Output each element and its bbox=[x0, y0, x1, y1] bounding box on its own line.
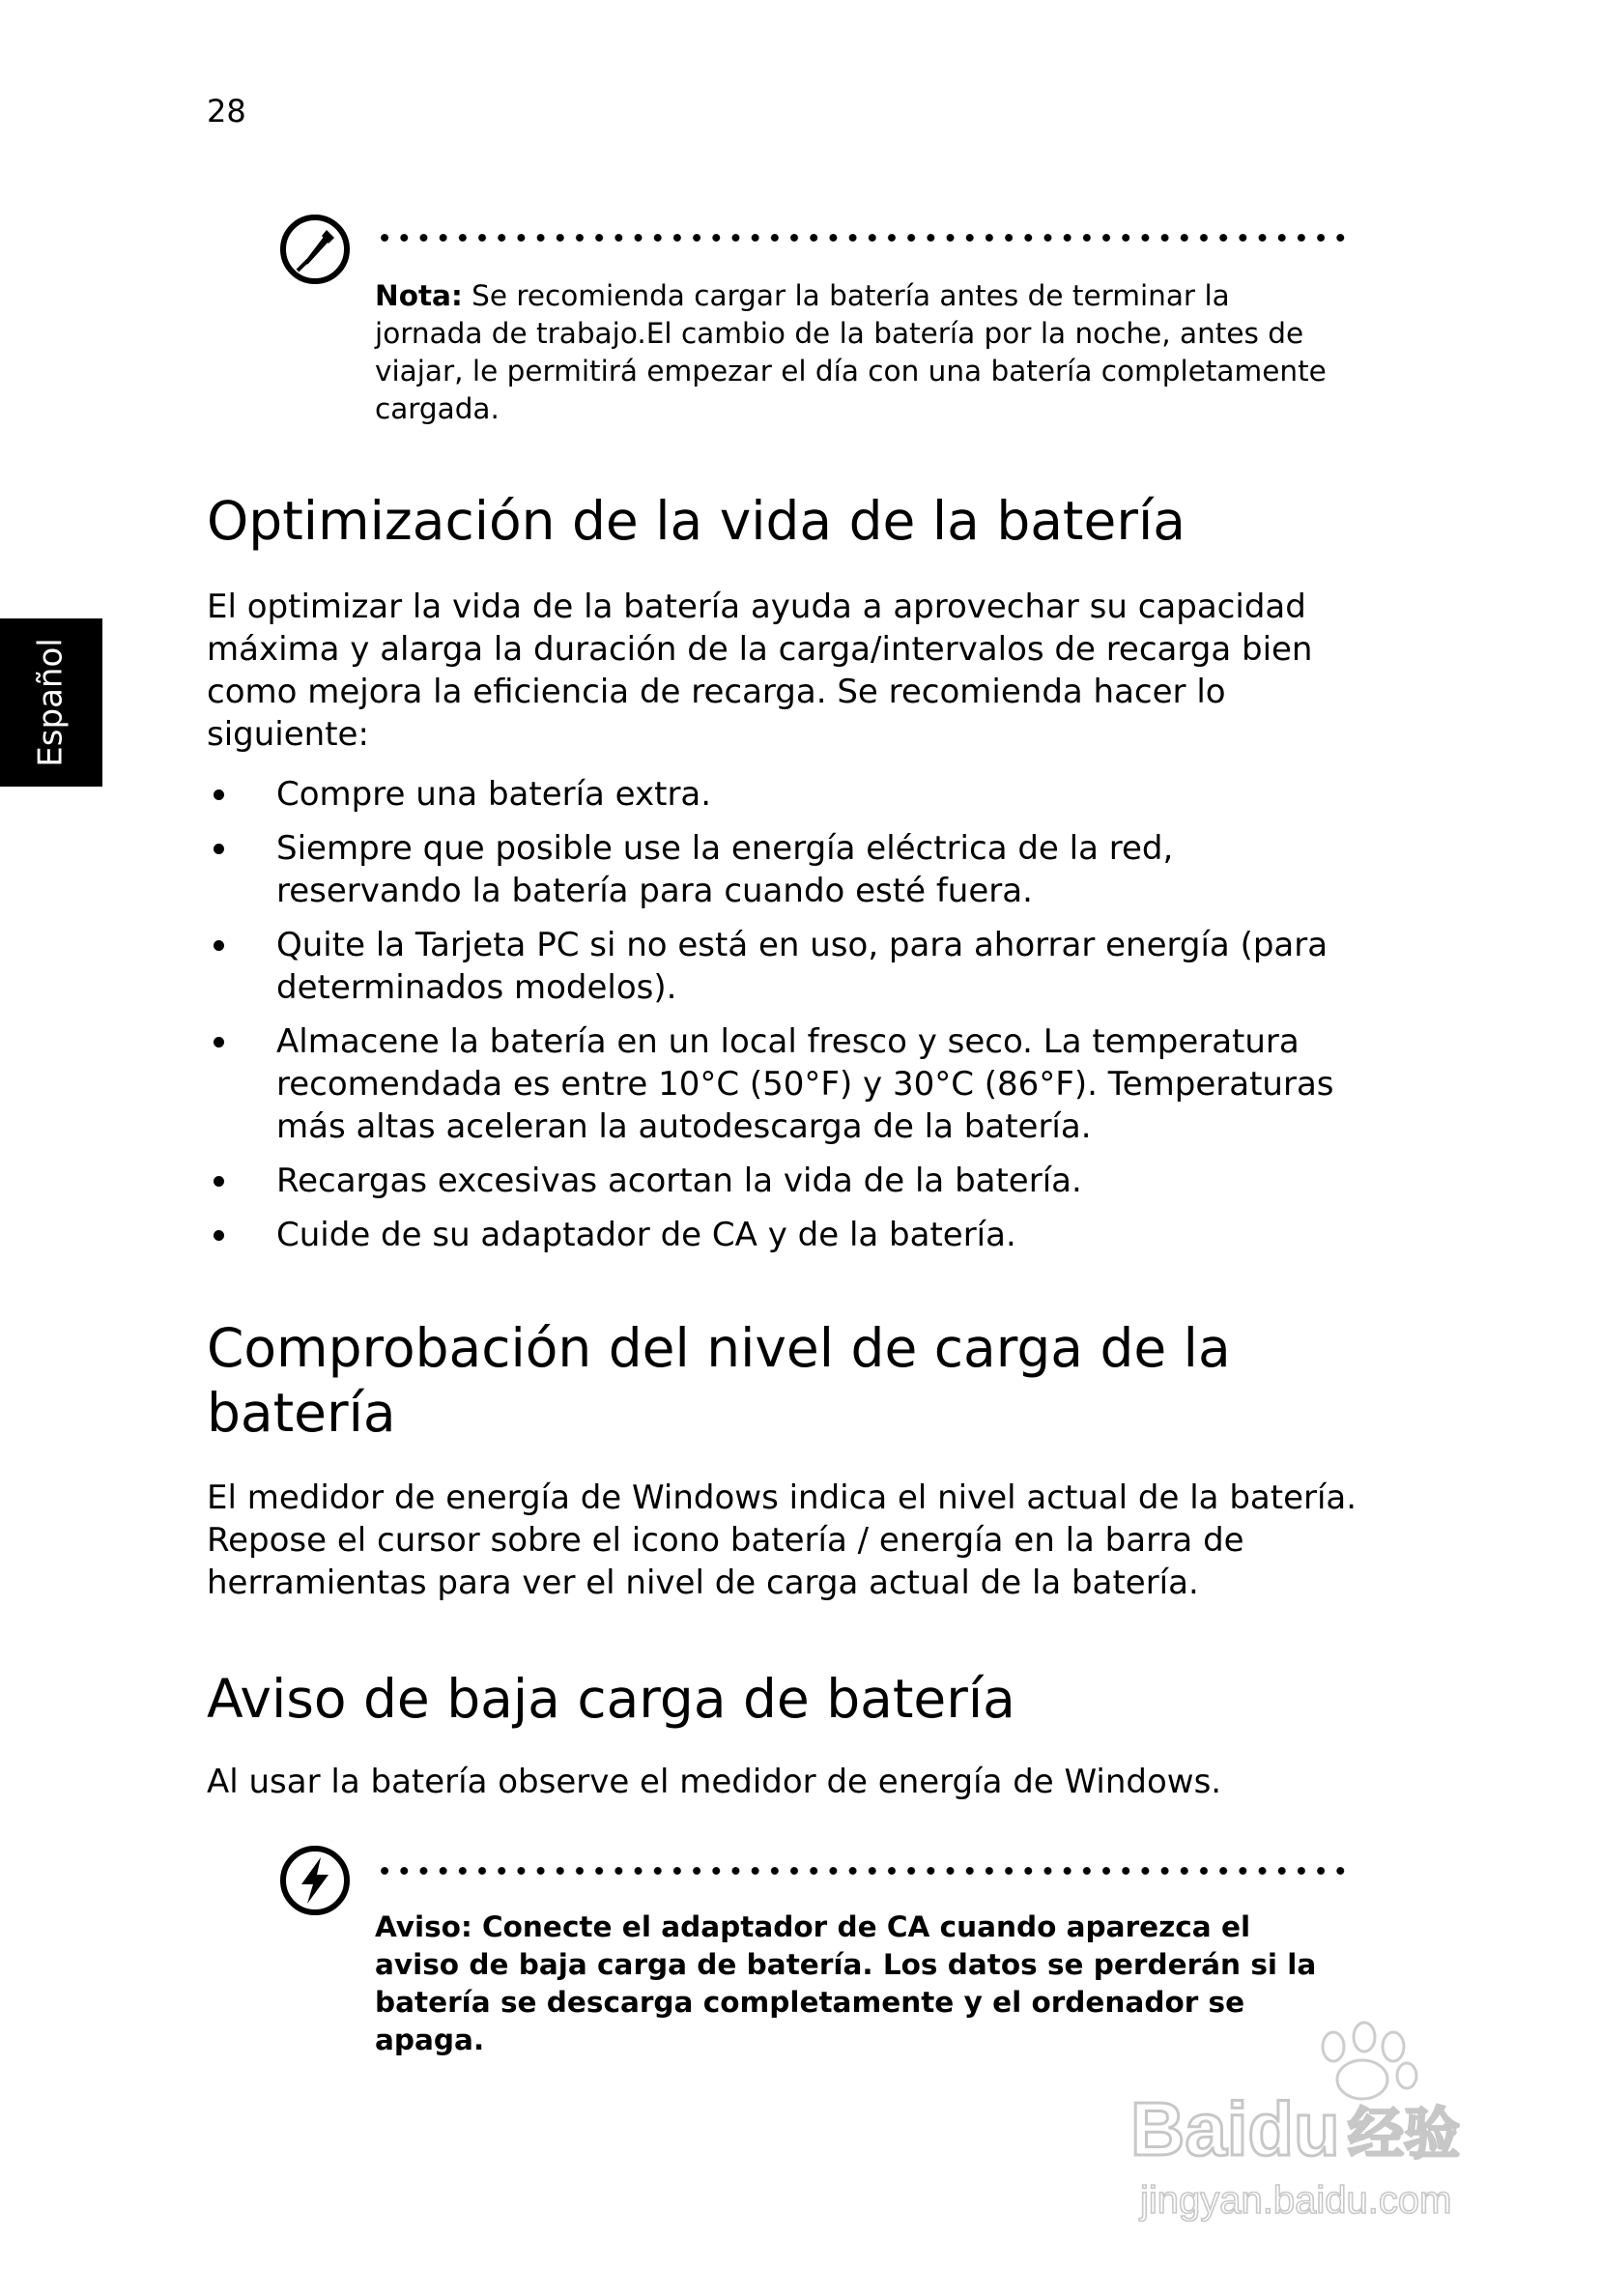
lightning-bolt-icon bbox=[278, 1844, 352, 1917]
language-tab-label: Español bbox=[32, 638, 71, 767]
section-heading-charge-check: Comprobación del nivel de carga de la batería bbox=[207, 1317, 1231, 1444]
section-heading-optimization: Optimización de la vida de la batería bbox=[207, 490, 1186, 552]
baidu-watermark-logo bbox=[1111, 2020, 1498, 2232]
watermark-suffix: 经验 bbox=[1348, 2101, 1461, 2167]
language-tab bbox=[0, 618, 102, 787]
list-item: Recargas excesivas acortan la vida de la batería. bbox=[207, 1160, 1366, 1202]
note-body: Se recomienda cargar la batería antes de terminar la jornada de trabajo.El cambio de la batería por la noche, antes de viajar, le permitirá empezar el día con una batería completamente cargada. bbox=[375, 279, 1327, 425]
list-item: Quite la Tarjeta PC si no está en uso, para ahorrar energía (para determinados modelos). bbox=[207, 924, 1366, 1009]
page-number: 28 bbox=[207, 93, 246, 129]
list-item: Siempre que posible use la energía eléctrica de la red, reservando la batería para cuando esté fuera. bbox=[207, 827, 1366, 912]
note-divider bbox=[375, 234, 1351, 242]
list-item: Compre una batería extra. bbox=[207, 773, 1366, 816]
list-item: Almacene la batería en un local fresco y seco. La temperatura recomendada es entre 10°C (50°F) y 30°C (86°F). Temperaturas más altas aceleran la autodescarga de la batería. bbox=[207, 1020, 1366, 1148]
watermark-url: jingyan.baidu.com bbox=[1140, 2179, 1452, 2222]
section-heading-low-battery: Aviso de baja carga de batería bbox=[207, 1668, 1015, 1730]
note-text bbox=[375, 277, 1341, 428]
note-label: Nota: bbox=[375, 279, 463, 312]
watermark-brand: Baidu bbox=[1130, 2086, 1340, 2171]
warning-text: Aviso: Conecte el adaptador de CA cuando aparezca el aviso de baja carga de batería. Los datos se perderán si la batería se descarga completamente y el ordenador se apaga. bbox=[375, 1910, 1317, 2056]
pen-icon bbox=[278, 213, 352, 286]
section-charge-check-body: El medidor de energía de Windows indica el nivel actual de la batería. Repose el cursor sobre el icono batería / energía en la barra de herramientas para ver el nivel de carga actual de la batería. bbox=[207, 1478, 1357, 1602]
section-low-battery-body: Al usar la batería observe el medidor de energía de Windows. bbox=[207, 1763, 1222, 1801]
tips-list bbox=[207, 773, 1366, 1268]
warning-divider bbox=[375, 1867, 1351, 1875]
list-item: Cuide de su adaptador de CA y de la batería. bbox=[207, 1214, 1366, 1256]
section-optimization-intro: El optimizar la vida de la batería ayuda a aprovechar su capacidad máxima y alarga la duración de la carga/intervalos de recarga bien como mejora la eficiencia de recarga. Se recomienda hacer lo siguiente: bbox=[207, 588, 1313, 754]
